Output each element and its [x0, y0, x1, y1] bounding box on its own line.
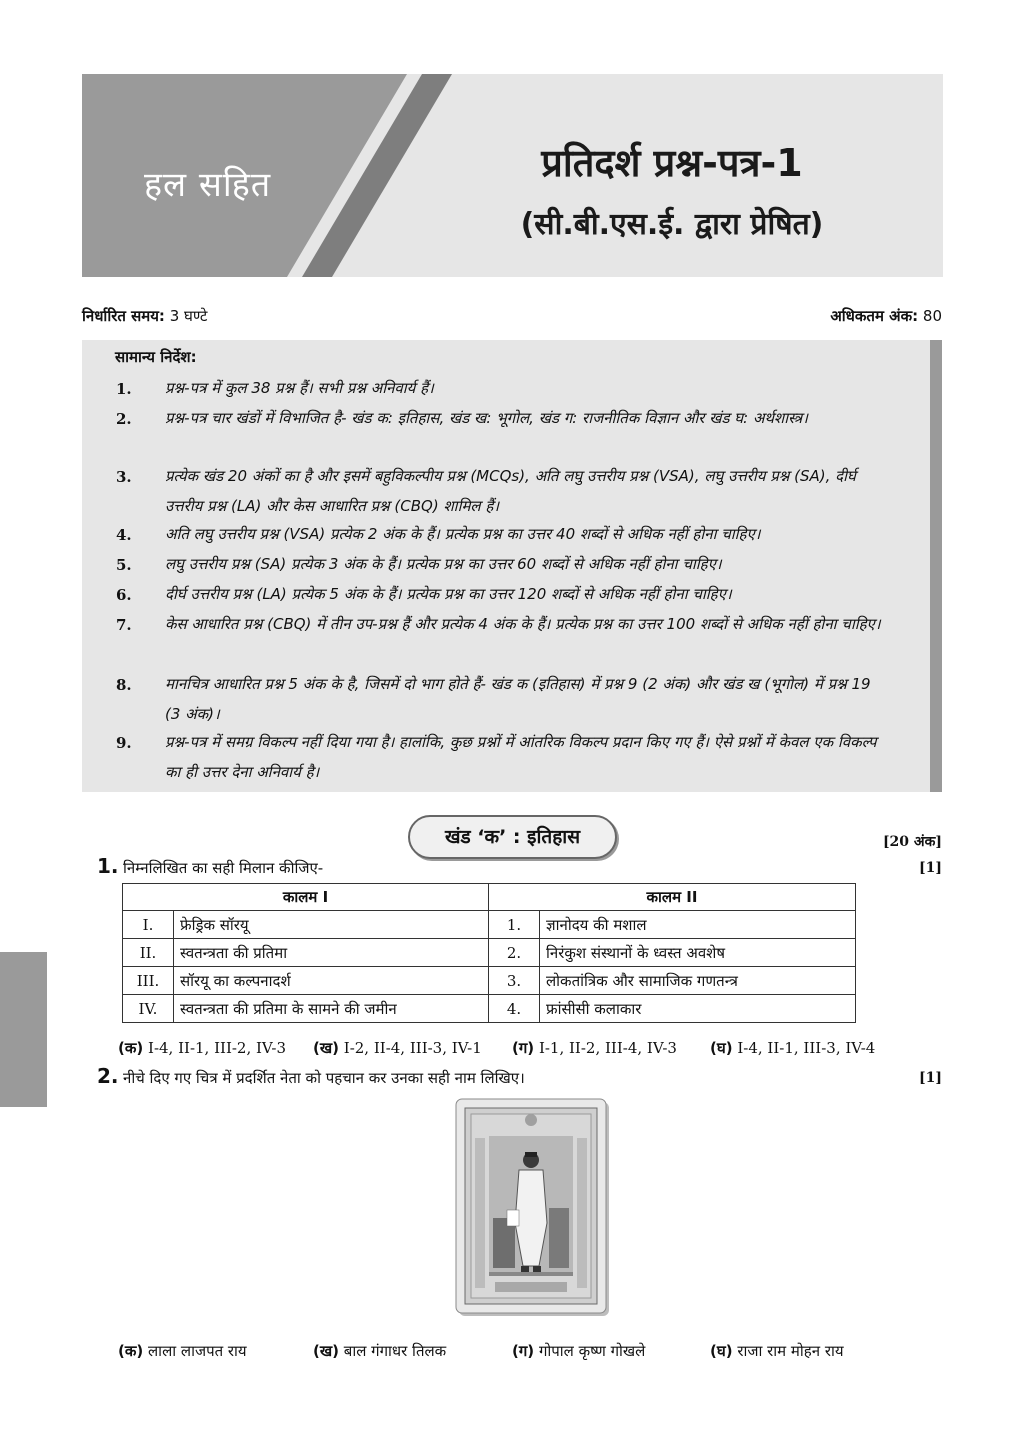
answer-option-c [512, 1341, 645, 1361]
option-text: बाल गंगाधर तिलक [343, 1342, 447, 1360]
instruction-text: प्रश्न-पत्र चार खंडों में विभाजित है- खंड क: इतिहास, खंड ख: भूगोल, खंड ग: राजनीतिक विज्ञान और खंड घ: अर्थशास्त्र। [165, 409, 808, 427]
instruction-text: अति लघु उत्तरीय प्रश्न (VSA) प्रत्येक 2 अंक के हैं। प्रत्येक प्रश्न का उत्तर 40 शब्दों से अधिक नहीं होना चाहिए। [165, 525, 761, 543]
paper-title: प्रतिदर्श प्रश्न-पत्र-1 [541, 141, 803, 185]
option-label: (क) [118, 1039, 144, 1057]
option-label: (ख) [313, 1342, 339, 1360]
option-label: (ख) [313, 1039, 339, 1057]
option-b [313, 1038, 482, 1058]
table-row [123, 939, 856, 967]
answer-option-a [118, 1341, 247, 1361]
row-number: 1. [489, 911, 540, 939]
leader-portrait-image [455, 1098, 613, 1320]
option-d [710, 1038, 875, 1058]
option-label: (क) [118, 1342, 144, 1360]
option-a [118, 1038, 286, 1058]
instruction-text: प्रत्येक खंड 20 अंकों का है और इसमें बहुविकल्पीय प्रश्न (MCQs), अति लघु उत्तरीय प्रश्न (VSA), लघु उत्तरीय प्रश्न (SA), दीर्घ उत्तरीय प्रश्न (LA) और केस आधारित प्रश्न (CBQ) शामिल हैं। [165, 467, 856, 515]
answer-option-b [313, 1341, 446, 1361]
solution-badge: हल सहित [144, 165, 272, 205]
row-number: II. [123, 939, 174, 967]
option-label: (घ) [710, 1039, 733, 1057]
instruction-number: 7. [116, 616, 132, 634]
instruction-text: केस आधारित प्रश्न (CBQ) में तीन उप-प्रश्न हैं और प्रत्येक 4 अंक के हैं। प्रत्येक प्रश्न का उत्तर 100 शब्दों से अधिक नहीं होना चाहिए। [165, 615, 881, 633]
question-number: 1. [97, 854, 119, 878]
question-text: निम्नलिखित का सही मिलान कीजिए- [123, 859, 324, 877]
row-number: III. [123, 967, 174, 995]
instruction-number: 1. [116, 380, 132, 398]
column-2-cell: फ्रांसीसी कलाकार [540, 995, 856, 1023]
column-1-cell: फ्रेड्रिक सॉरयू [174, 911, 489, 939]
option-text: राजा राम मोहन राय [737, 1342, 844, 1360]
table-row [123, 911, 856, 939]
question-marks: [1] [919, 1070, 942, 1086]
marks-info [830, 306, 942, 326]
answer-option-d [710, 1341, 844, 1361]
instruction-text: मानचित्र आधारित प्रश्न 5 अंक के है, जिसमें दो भाग होते हैं- खंड क (इतिहास) में प्रश्न 9 (2 अंक) और खंड ख (भूगोल) में प्रश्न 19 (3 अंक)। [165, 675, 871, 723]
instruction-number: 8. [116, 676, 132, 694]
option-text: I-4, II-1, III-2, IV-3 [148, 1039, 287, 1057]
column-2-header: कालम II [489, 884, 856, 911]
column-1-cell: स्वतन्त्रता की प्रतिमा [174, 939, 489, 967]
option-text: I-4, II-1, III-3, IV-4 [737, 1039, 876, 1057]
instruction-number: 9. [116, 734, 132, 752]
instruction-number: 2. [116, 410, 132, 428]
instructions-heading: सामान्य निर्देश: [115, 348, 197, 366]
option-text: गोपाल कृष्ण गोखले [538, 1342, 646, 1360]
section-title: खंड ‘क’ : इतिहास [444, 826, 581, 848]
row-number: 2. [489, 939, 540, 967]
instruction-number: 3. [116, 468, 132, 486]
max-marks-value: 80 [922, 307, 942, 325]
question-marks: [1] [919, 860, 942, 876]
row-number: IV. [123, 995, 174, 1023]
option-text: लाला लाजपत राय [148, 1342, 247, 1360]
table-row [123, 995, 856, 1023]
column-2-cell: निरंकुश संस्थानों के ध्वस्त अवशेष [540, 939, 856, 967]
column-2-cell: ज्ञानोदय की मशाल [540, 911, 856, 939]
section-marks: [20 अंक] [882, 834, 942, 850]
instruction-number: 4. [116, 526, 132, 544]
instruction-text: प्रश्न-पत्र में समग्र विकल्प नहीं दिया गया है। हालांकि, कुछ प्रश्नों में आंतरिक विकल्प प्रदान किए गए हैं। ऐसे प्रश्नों में केवल एक विकल्प का ही उत्तर देना अनिवार्य है। [165, 733, 877, 781]
option-label: (ग) [512, 1039, 535, 1057]
time-label: निर्धारित समय: [82, 307, 165, 325]
row-number: 3. [489, 967, 540, 995]
instruction-text: दीर्घ उत्तरीय प्रश्न (LA) प्रत्येक 5 अंक के हैं। प्रत्येक प्रश्न का उत्तर 120 शब्दों से अधिक नहीं होना चाहिए। [165, 585, 732, 603]
column-1-cell: स्वतन्त्रता की प्रतिमा के सामने की जमीन [174, 995, 489, 1023]
instruction-number: 6. [116, 586, 132, 604]
instruction-number: 5. [116, 556, 132, 574]
header-banner [82, 74, 943, 277]
instructions-side-bar [930, 340, 942, 792]
column-1-cell: सॉरयू का कल्पनादर्श [174, 967, 489, 995]
table-row [123, 967, 856, 995]
option-c [512, 1038, 677, 1058]
time-value: 3 घण्टे [169, 307, 208, 325]
option-label: (घ) [710, 1342, 733, 1360]
question-number: 2. [97, 1064, 119, 1088]
time-info [82, 306, 207, 326]
row-number: I. [123, 911, 174, 939]
paper-subtitle: (सी.बी.एस.ई. द्वारा प्रेषित) [520, 207, 824, 242]
instruction-text: लघु उत्तरीय प्रश्न (SA) प्रत्येक 3 अंक के हैं। प्रत्येक प्रश्न का उत्तर 60 शब्दों से अधिक नहीं होना चाहिए। [165, 555, 722, 573]
instruction-text: प्रश्न-पत्र में कुल 38 प्रश्न हैं। सभी प्रश्न अनिवार्य हैं। [165, 379, 434, 397]
option-text: I-1, II-2, III-4, IV-3 [538, 1039, 677, 1057]
table-header-row [123, 884, 856, 911]
match-table [122, 883, 856, 1023]
max-marks-label: अधिकतम अंक: [830, 307, 919, 325]
side-tab-marker [0, 952, 47, 1107]
row-number: 4. [489, 995, 540, 1023]
option-text: I-2, II-4, III-3, IV-1 [343, 1039, 482, 1057]
option-label: (ग) [512, 1342, 535, 1360]
column-2-cell: लोकतांत्रिक और सामाजिक गणतन्त्र [540, 967, 856, 995]
question-text: नीचे दिए गए चित्र में प्रदर्शित नेता को पहचान कर उनका सही नाम लिखिए। [123, 1069, 525, 1087]
column-1-header: कालम I [123, 884, 489, 911]
